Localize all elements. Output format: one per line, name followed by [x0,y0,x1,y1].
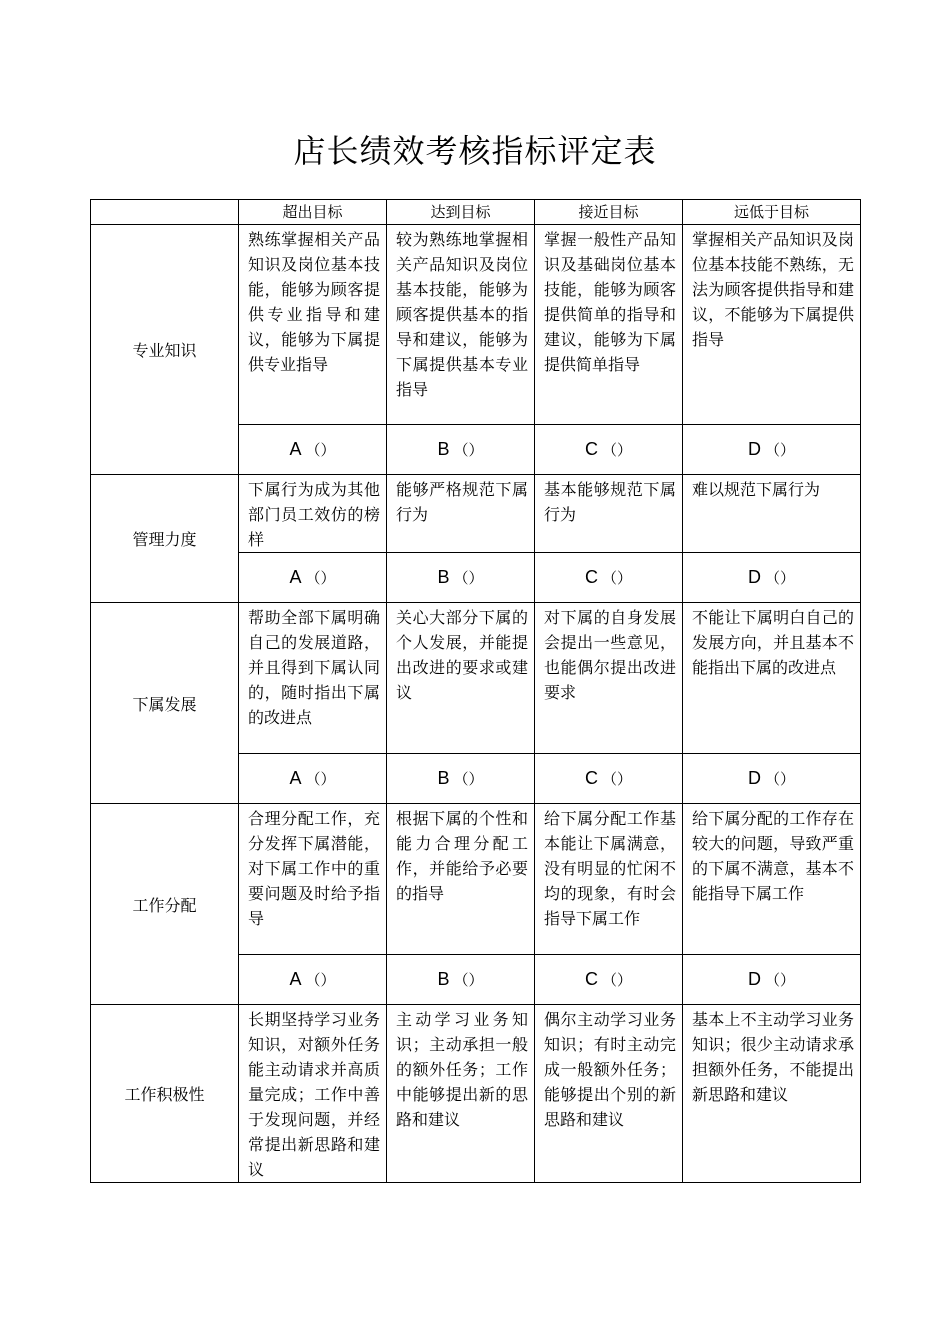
desc-cell: 能够严格规范下属行为 [387,475,535,553]
grade-blank: （） [453,569,484,587]
grade-blank: （） [453,441,484,459]
grade-letter: B [437,969,450,989]
page-title: 店长绩效考核指标评定表 [293,132,657,170]
grade-option-c[interactable] [535,553,683,603]
criterion-row [91,475,861,553]
grade-option-d[interactable] [683,553,861,603]
evaluation-table [90,199,861,1183]
desc-cell: 难以规范下属行为 [683,475,861,553]
desc-cell: 对下属的自身发展会提出一些意见，也能偶尔提出改进要求 [535,603,683,754]
category-label: 下属发展 [91,603,239,804]
grade-blank: （） [601,971,632,989]
desc-cell: 合理分配工作，充分发挥下属潜能，对下属工作中的重要问题及时给予指导 [239,804,387,955]
grade-blank: （） [305,770,336,788]
grade-blank: （） [764,569,795,587]
grade-option-c[interactable] [535,955,683,1005]
grade-letter: B [437,439,450,459]
desc-cell: 基本能够规范下属行为 [535,475,683,553]
desc-cell: 根据下属的个性和能力合理分配工作，并能给予必要的指导 [387,804,535,955]
grade-letter: C [584,768,598,788]
desc-cell: 熟练掌握相关产品知识及岗位基本技能，能够为顾客提供专业指导和建议，能够为下属提供专业指导 [239,225,387,425]
grade-option-c[interactable] [535,425,683,475]
grade-option-d[interactable] [683,425,861,475]
grade-blank: （） [764,770,795,788]
grade-option-b[interactable] [387,425,535,475]
desc-cell: 给下属分配的工作存在较大的问题，导致严重的下属不满意，基本不能指导下属工作 [683,804,861,955]
grade-option-a[interactable] [239,754,387,804]
grade-letter: D [747,439,761,459]
grade-letter: B [437,567,450,587]
desc-cell: 主动学习业务知识；主动承担一般的额外任务；工作中能够提出新的思路和建议 [387,1005,535,1183]
header-cell-exceed: 超出目标 [239,200,387,225]
category-label: 工作积极性 [91,1005,239,1183]
header-row [91,200,861,225]
criterion-row [91,1005,861,1183]
desc-cell: 给下属分配工作基本能让下属满意，没有明显的忙闲不均的现象，有时会指导下属工作 [535,804,683,955]
grade-option-b[interactable] [387,955,535,1005]
grade-letter: C [584,969,598,989]
grade-letter: D [747,567,761,587]
grade-option-b[interactable] [387,553,535,603]
grade-letter: A [289,768,302,788]
grade-letter: B [437,768,450,788]
category-label: 管理力度 [91,475,239,603]
desc-cell: 基本上不主动学习业务知识；很少主动请求承担额外任务，不能提出新思路和建议 [683,1005,861,1183]
grade-option-d[interactable] [683,754,861,804]
grade-blank: （） [453,971,484,989]
grade-letter: A [289,567,302,587]
desc-cell: 掌握相关产品知识及岗位基本技能不熟练，无法为顾客提供指导和建议，不能够为下属提供指导 [683,225,861,425]
header-cell-near: 接近目标 [535,200,683,225]
desc-cell: 帮助全部下属明确自己的发展道路，并且得到下属认同的，随时指出下属的改进点 [239,603,387,754]
grade-letter: A [289,969,302,989]
header-cell-blank [91,200,239,225]
criterion-row [91,225,861,425]
grade-blank: （） [764,971,795,989]
grade-letter: D [747,969,761,989]
grade-letter: C [584,439,598,459]
grade-option-b[interactable] [387,754,535,804]
grade-blank: （） [764,441,795,459]
desc-cell: 不能让下属明白自己的发展方向，并且基本不能指出下属的改进点 [683,603,861,754]
grade-letter: C [584,567,598,587]
grade-option-a[interactable] [239,425,387,475]
desc-cell: 下属行为成为其他部门员工效仿的榜样 [239,475,387,553]
category-label: 工作分配 [91,804,239,1005]
header-cell-meet: 达到目标 [387,200,535,225]
grade-blank: （） [305,441,336,459]
grade-blank: （） [601,441,632,459]
grade-option-c[interactable] [535,754,683,804]
criterion-row [91,804,861,955]
grade-blank: （） [453,770,484,788]
desc-cell: 掌握一般性产品知识及基础岗位基本技能，能够为顾客提供简单的指导和建议，能够为下属提供简单指导 [535,225,683,425]
grade-blank: （） [305,569,336,587]
grade-letter: A [289,439,302,459]
grade-blank: （） [305,971,336,989]
grade-option-a[interactable] [239,553,387,603]
category-label: 专业知识 [91,225,239,475]
grade-letter: D [747,768,761,788]
criterion-row [91,603,861,754]
grade-blank: （） [601,770,632,788]
desc-cell: 较为熟练地掌握相关产品知识及岗位基本技能，能够为顾客提供基本的指导和建议，能够为下属提供基本专业指导 [387,225,535,425]
header-cell-far-below: 远低于目标 [683,200,861,225]
grade-blank: （） [601,569,632,587]
grade-option-d[interactable] [683,955,861,1005]
grade-option-a[interactable] [239,955,387,1005]
desc-cell: 长期坚持学习业务知识，对额外任务能主动请求并高质量完成；工作中善于发现问题，并经常提出新思路和建议 [239,1005,387,1183]
desc-cell: 偶尔主动学习业务知识；有时主动完成一般额外任务；能够提出个别的新思路和建议 [535,1005,683,1183]
desc-cell: 关心大部分下属的个人发展，并能提出改进的要求或建议 [387,603,535,754]
